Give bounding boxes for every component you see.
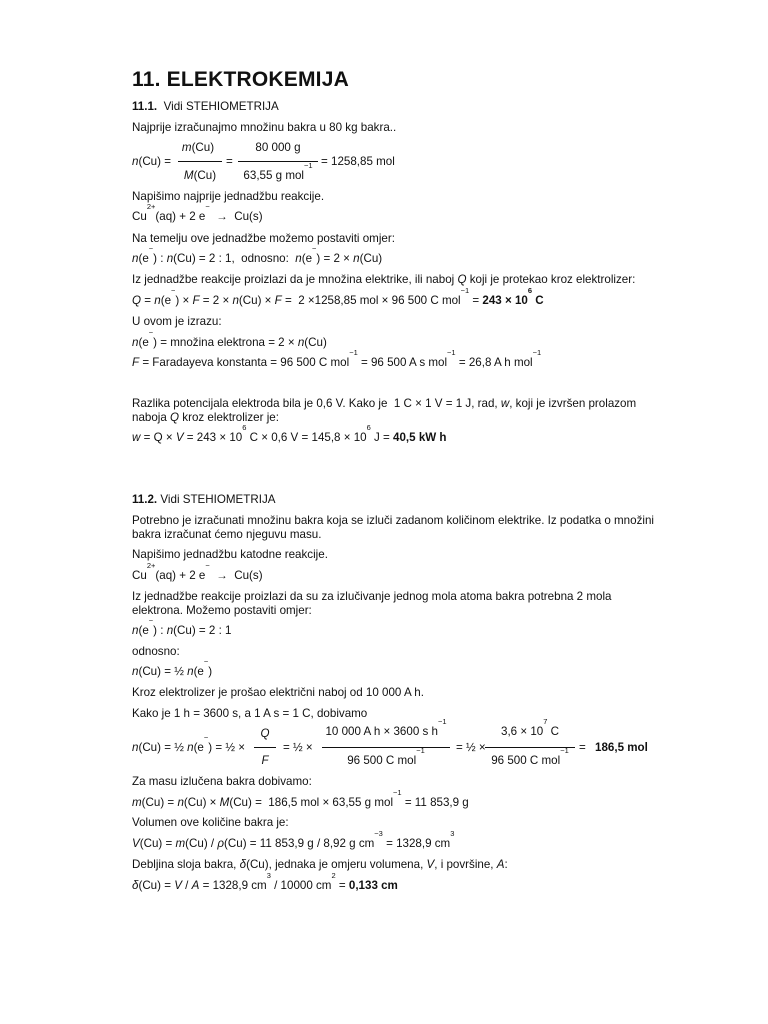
paragraph: elektrona. Možemo postaviti omjer:	[132, 604, 312, 617]
problem-reference: Vidi STEHIOMETRIJA	[160, 493, 276, 506]
paragraph: Potrebno je izračunati množinu bakra koja se izluči zadanom količinom elektrike. Iz podatka o množini	[132, 514, 654, 527]
fraction-denominator: 96 500 C mol$^{-1}$	[347, 746, 425, 767]
fraction-numerator: 80 000 g	[255, 141, 301, 154]
work-equation: $w = Q \times V = 243 \times 10^6$ C × 0,6 $V = 145,8 \times 10^6$ J = 40,5 kW h	[132, 423, 447, 444]
reaction-equation: $Cu^{2+}(aq) + 2$ e− → Cu(s)	[132, 202, 263, 223]
problem-number: 11.2.	[132, 493, 158, 506]
fraction-numerator: Q	[260, 727, 270, 740]
fraction-denominator: 63,55 g mol$^{-1}$	[243, 161, 313, 182]
fraction-denominator: F	[261, 754, 269, 767]
equation-operator: = ½ ×	[456, 741, 486, 754]
ratio-equation: n(e−) : n(Cu) = 2 : 1, odnosno: n(e−) = 2 × n(Cu)	[132, 244, 383, 265]
paragraph: U ovom je izrazu:	[132, 315, 222, 328]
problem-heading-11-1	[132, 100, 279, 114]
paragraph: Na temelju ove jednadžbe možemo postaviti omjer:	[132, 232, 395, 245]
mass-equation: m(Cu) = n(Cu) × M(Cu) = 186,5 mol × 63,55 g mol$^{-1}$ = 11 853,9 g	[132, 788, 469, 809]
fraction-denominator: M(Cu)	[183, 169, 217, 182]
thickness-equation: δ(Cu) = V / A = 1328,9 $cm^3 / 10000$ $cm^2 = 0,133$ cm	[132, 871, 398, 892]
fraction-bar	[254, 747, 276, 748]
paragraph: Iz jednadžbe reakcije proizlazi da su za izlučivanje jednog mola atoma bakra potrebna 2 mola	[132, 590, 612, 603]
problem-heading-11-2	[132, 493, 276, 507]
fraction-bar	[322, 747, 450, 748]
paragraph: Kako je 1 h = 3600 s, a 1 A s = 1 C, dobivamo	[132, 707, 368, 720]
paragraph: Napišimo jednadžbu katodne reakcije.	[132, 548, 328, 561]
equation-lhs: n(Cu) =	[132, 155, 171, 168]
paragraph: Debljina sloja bakra, δ(Cu), jednaka je omjeru volumena, V, i površine, A:	[132, 858, 508, 871]
charge-equation: Q = n(e−) × F = 2 × n(Cu) × F = 2 ×1258,85 mol × 96 500 C $mol^{-1} = 243 \times 10^6$ C	[132, 286, 544, 307]
equation-lhs: n(Cu) = ½ n(e−) = ½ ×	[132, 733, 245, 754]
paragraph: Najprije izračunajmo množinu bakra u 80 kg bakra..	[132, 121, 397, 134]
fraction-numerator: $3,6 \times 10^7$ C	[501, 717, 559, 738]
paragraph: bakra izračunat ćemo njeguvu masu.	[132, 528, 322, 541]
ratio-equation: n(e−) : n(Cu) = 2 : 1	[132, 616, 232, 637]
fraction-numerator: 10 000 A h × 3600 s $h^{-1}$	[325, 717, 447, 738]
equals-sign: =	[579, 741, 586, 754]
paragraph: Iz jednadžbe reakcije proizlazi da je množina elektrike, ili naboj Q koji je protekao kroz elektrolizer:	[132, 273, 636, 286]
paragraph: Za masu izlučena bakra dobivamo:	[132, 775, 312, 788]
equation-operator: = ½ ×	[283, 741, 313, 754]
paragraph: odnosno:	[132, 645, 180, 658]
fraction-denominator: 96 500 C mol$^{-1}$	[491, 746, 569, 767]
definition-electrons: n(e−) = množina elektrona = 2 × n(Cu)	[132, 328, 327, 349]
fraction-bar	[178, 161, 222, 162]
paragraph: Volumen ove količine bakra je:	[132, 816, 289, 829]
fraction-numerator: m(Cu)	[181, 141, 215, 154]
definition-faraday: F = Faradayeva konstanta = 96 500 C mol$^{-1}$ = 96 500 A s mol$^{-1}$ = 26,8 A h mol$^{-1}$	[132, 348, 542, 369]
equation-result: = 1258,85 mol	[321, 155, 395, 168]
problem-reference: Vidi STEHIOMETRIJA	[163, 100, 279, 113]
page-title: 11. ELEKTROKEMIJA	[132, 68, 349, 91]
volume-equation: V(Cu) = m(Cu) / ρ(Cu) = 11 853,9 g / 8,92 g $cm^{-3} = 1328,9$ $cm^3$	[132, 829, 455, 850]
paragraph: naboja Q kroz elektrolizer je:	[132, 411, 279, 424]
equals-sign: =	[226, 155, 233, 168]
reaction-equation: $Cu^{2+}(aq) + 2$ e− → Cu(s)	[132, 561, 263, 582]
paragraph: Razlika potencijala elektroda bila je 0,6 V. Kako je 1 C × 1 V = 1 J, rad, w, koji je izvršen prolazom	[132, 397, 637, 410]
paragraph: Kroz elektrolizer je prošao električni naboj od 10 000 A h.	[132, 686, 424, 699]
problem-number: 11.1.	[132, 100, 158, 113]
paragraph: Napišimo najprije jednadžbu reakcije.	[132, 190, 325, 203]
half-equation: n(Cu) = ½ n(e−)	[132, 657, 213, 678]
equation-result: 186,5 mol	[595, 741, 648, 754]
